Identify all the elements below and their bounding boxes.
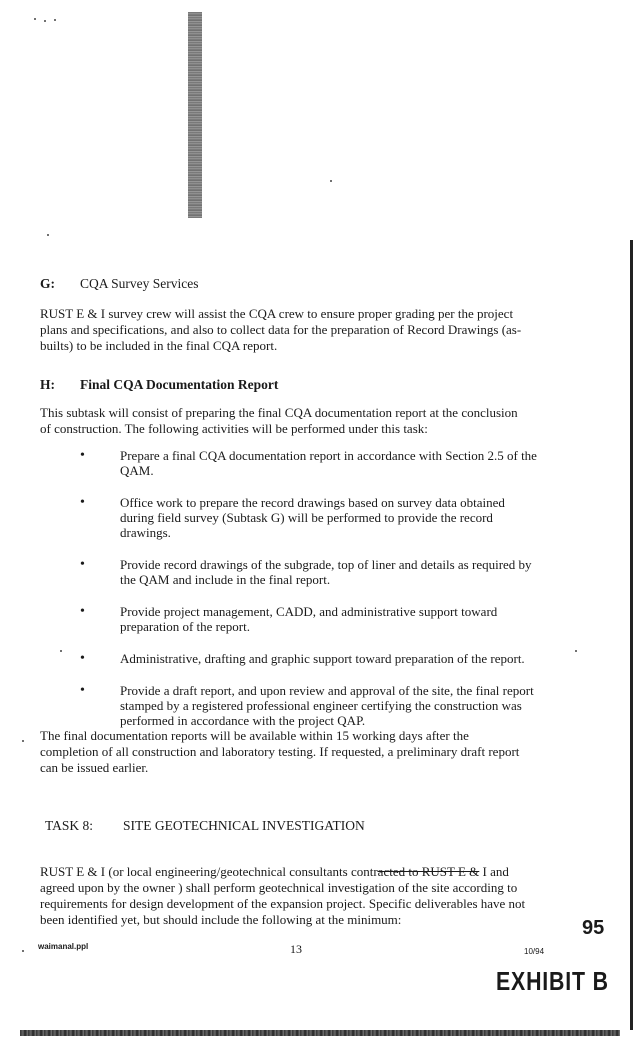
bullet-marker: • [80,651,85,666]
footer-date: 10/94 [524,947,545,956]
scan-speck [60,650,62,652]
section-g-paragraph: RUST E & I survey crew will assist the CQA crew to ensure proper grading per the project plans and specifications, and also to collect data for the preparation of Record Drawings (as-builts) to be included in the final CQA report. [40,306,522,353]
section-h-letter: H: [40,377,55,392]
bullet-marker: • [80,557,85,572]
scan-edge-bottom [20,1030,620,1036]
list-item [80,604,540,634]
scan-artifact-strip [188,12,202,218]
task-8-struck-text: acted to RUST E & [377,864,480,879]
scan-speck [54,19,56,21]
section-h-heading [40,377,278,393]
bullet-marker: • [80,604,85,619]
scan-speck [22,740,24,742]
list-item-text: Administrative, drafting and graphic support toward preparation of the report. [120,651,525,666]
scan-speck [44,20,46,22]
section-h-intro: This subtask will consist of preparing the final CQA documentation report at the conclusion of construction. The following activities will be performed under this task: [40,405,518,436]
section-h-title: Final CQA Documentation Report [80,377,279,392]
scan-speck [22,950,24,952]
bullet-marker: • [80,683,85,698]
task-8-text-part1: RUST E & I (or local engineering/geotechnical consultants contr [40,864,378,879]
list-item [80,448,540,478]
exhibit-stamp: EXHIBIT B [496,966,609,996]
scan-speck [575,650,577,652]
scan-speck [330,180,332,182]
list-item-text: Prepare a final CQA documentation report in accordance with Section 2.5 of the QAM. [120,448,537,478]
list-item [80,495,540,540]
task-8-text-part2: I and agreed upon by the owner ) shall perform geotechnical investigation of the site according to requirements for design development of the expansion project. Specific deliverables have not been identified yet, but should include the following at the minimum: [40,864,526,927]
list-item [80,651,540,666]
section-g-letter: G: [40,276,55,291]
scan-edge-right [630,240,633,1030]
section-g-title: CQA Survey Services [80,276,199,291]
list-item-text: Provide project management, CADD, and administrative support toward preparation of the report. [120,604,498,634]
section-g-heading [40,276,199,292]
scan-speck [34,18,36,20]
list-item-text: Office work to prepare the record drawings based on survey data obtained during field survey (Subtask G) will be performed to provide the record drawings. [120,495,505,540]
bates-number: 95 [582,917,605,939]
task-8-number: TASK 8: [45,818,94,833]
bullet-marker: • [80,495,85,510]
footer-filename: waimanal.ppl [38,942,89,951]
scan-speck [47,234,49,236]
list-item [80,557,540,587]
task-8-heading [45,818,365,834]
bullet-marker: • [80,448,85,463]
task-8-title: SITE GEOTECHNICAL INVESTIGATION [123,818,365,833]
task-8-paragraph [40,864,530,928]
section-h-closing: The final documentation reports will be available within 15 working days after the completion of all construction and laboratory testing. If requested, a preliminary draft report can be issued earlier. [40,728,520,775]
list-item-text: Provide record drawings of the subgrade, top of liner and details as required by the QAM and include in the final report. [120,557,532,587]
list-item-text: Provide a draft report, and upon review and approval of the site, the final report stamped by a registered professional engineer certifying the construction was performed in accordance with the project QAP. [120,683,534,728]
section-h-bullet-list [80,448,540,728]
list-item [80,683,540,728]
footer-page-number: 13 [290,942,302,956]
